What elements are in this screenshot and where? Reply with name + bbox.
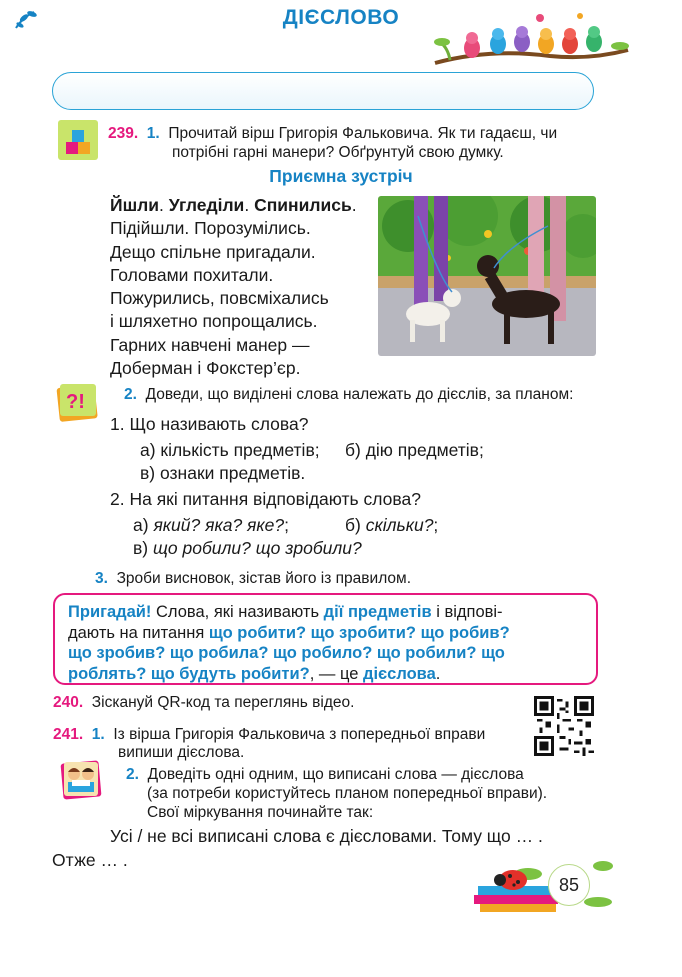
- rule-heading: Пригадай!: [68, 603, 152, 621]
- plan-option: а) який? яка? яке?;: [133, 515, 289, 535]
- exercise-241-task1: [53, 725, 485, 744]
- sample-answer-line1: Усі / не всі виписані слова є дієсловами. Тому що … .: [110, 826, 543, 846]
- poem-line: Доберман і Фокстер’єр.: [110, 358, 301, 379]
- exercise-239-task3: [95, 569, 411, 588]
- task-text: Доведи, що виділені слова належать до дієслів, за планом:: [145, 386, 574, 403]
- page-title: ДІЄСЛОВО: [282, 6, 400, 29]
- poem-line: Пожурились, повсміхались: [110, 288, 329, 309]
- poem-line: Головами похитали.: [110, 264, 274, 285]
- task-number: 2.: [124, 386, 137, 403]
- task-text: Доведіть одні одним, що виписані слова — дієслова: [147, 766, 524, 783]
- svg-text:?!: ?!: [66, 391, 85, 413]
- sample-answer-line2: Отже … .: [52, 850, 128, 870]
- task-text: Зроби висновок, зістав його із правилом.: [116, 570, 411, 587]
- exercise-239-task1: [108, 124, 557, 143]
- plan-option: б) скільки?;: [345, 515, 439, 535]
- task-text: Із вірша Григорія Фальковича з попередньої вправи: [113, 726, 486, 743]
- poem-line: і шляхетно попрощались.: [110, 311, 318, 332]
- question-italic: який? яка? яке?: [153, 515, 285, 535]
- exercise-number: 241.: [53, 726, 84, 743]
- task-text: Зіскануй QR-код та переглянь відео.: [91, 694, 355, 711]
- task-number: 1.: [91, 726, 105, 743]
- blocks-icon: [56, 118, 100, 162]
- children-reading-icon: [60, 758, 102, 802]
- plan-question-1: 1. Що називають слова?: [110, 414, 309, 434]
- task-text-line2: (за потреби користуйтесь планом попередньої вправи).: [147, 785, 548, 802]
- exercise-239-task2: [124, 385, 573, 404]
- exercise-240: [53, 693, 354, 712]
- poem-line: Дещо спільне пригадали.: [110, 241, 316, 262]
- poem-line: Підійшли. Порозумілись.: [110, 218, 311, 239]
- task-number: 1.: [146, 125, 160, 142]
- poem: [110, 194, 357, 380]
- plan-option: в) що робили? що зробили?: [133, 538, 362, 558]
- question-exclamation-icon: [56, 380, 100, 424]
- poem-line: Йшли. Угледіли. Спинились.: [110, 195, 357, 215]
- plan-option: а) кількість предметів;: [140, 440, 320, 460]
- exercise-241-task2: [126, 765, 524, 784]
- poem-title: Приємна зустріч: [269, 166, 413, 186]
- task-text-line2: потрібні гарні манери? Обґрунтуй свою думку.: [172, 144, 504, 161]
- task-text-line3: Свої міркування починайте так:: [147, 804, 374, 821]
- question-italic: скільки?: [365, 515, 434, 535]
- plan-question-2: 2. На які питання відповідають слова?: [110, 489, 421, 509]
- poem-line: Гарних навчені манер —: [110, 334, 310, 355]
- section-banner: [52, 72, 594, 110]
- rule-text: Пригадай! Слова, які називають дії предметів і відпові- дають на питання що робити? що зробити? що робив? що зробив? що робила? що робило? що робили? що роблять? що будуть робити?, — це дієслова.: [68, 603, 510, 683]
- exercise-number: 239.: [108, 125, 139, 142]
- question-italic: що робили? що зробили?: [153, 538, 362, 558]
- task-text: Прочитай вірш Григорія Фальковича. Як ти гадаєш, чи: [168, 125, 558, 142]
- verb-highlight: Угледіли: [168, 195, 245, 215]
- dogs-illustration: [378, 196, 596, 356]
- plan-option: б) дію предметів;: [345, 440, 484, 460]
- task-number: 2.: [126, 766, 139, 783]
- verb-highlight: Йшли: [110, 195, 160, 215]
- qr-code[interactable]: [534, 696, 594, 756]
- ladybug-books-decoration: [468, 852, 618, 917]
- task-number: 3.: [95, 570, 108, 587]
- plan-option: в) ознаки предметів.: [140, 463, 306, 483]
- verb-highlight: Спинились: [254, 195, 352, 215]
- exercise-number: 240.: [53, 694, 84, 711]
- task-text-line2: випиши дієслова.: [118, 744, 245, 761]
- page-number: 85: [548, 864, 590, 906]
